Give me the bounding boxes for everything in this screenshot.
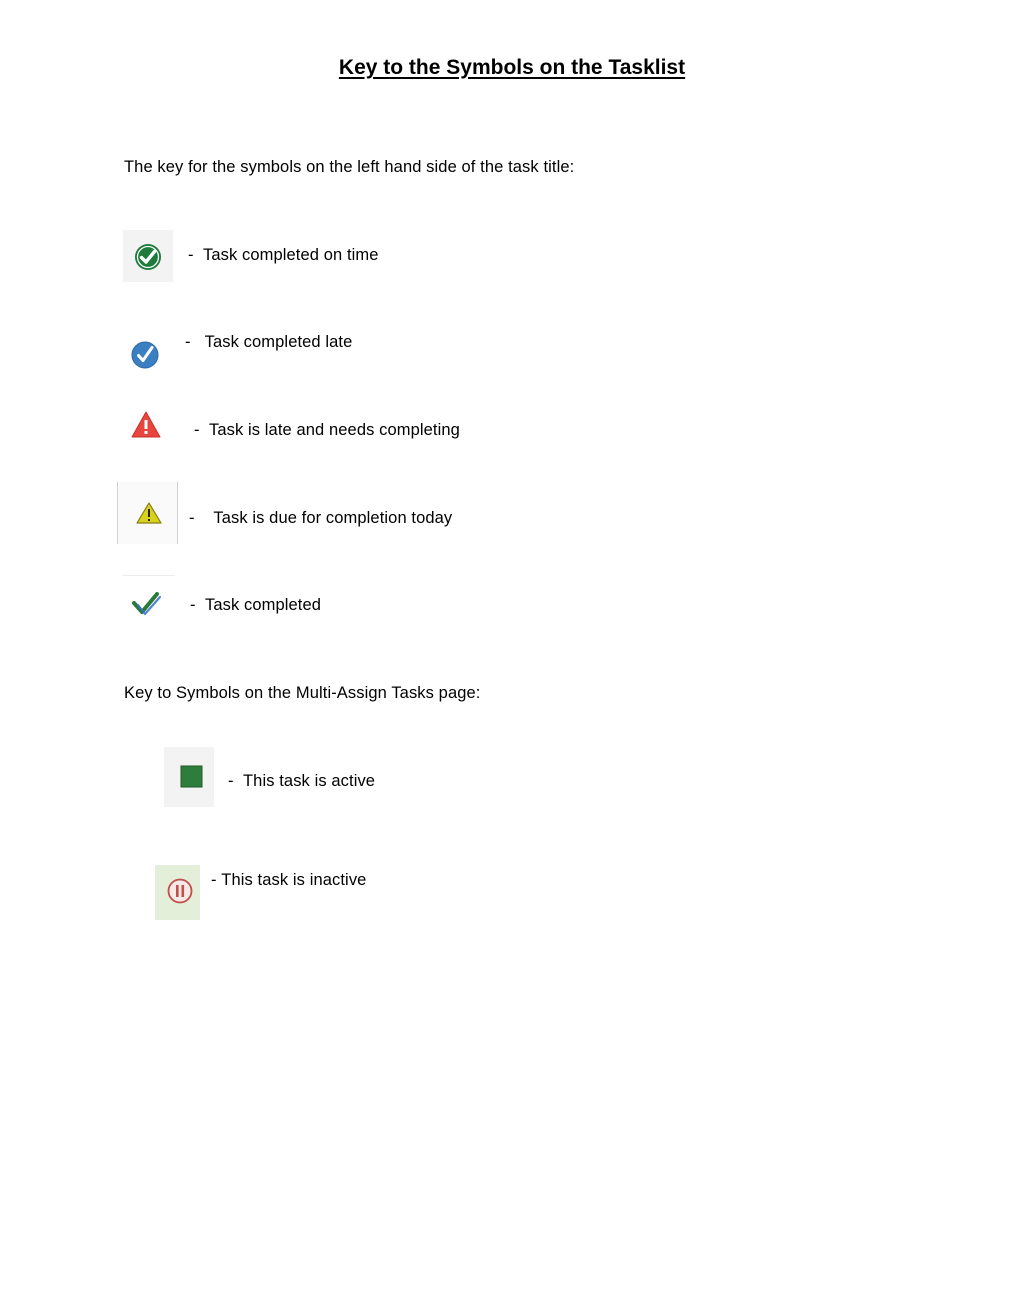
separator-dash: -: [190, 596, 196, 614]
legend-label: This task is inactive: [221, 871, 367, 889]
legend-item-late-needs-completing: [194, 421, 460, 440]
separator-dash: -: [211, 871, 217, 889]
green-square-icon: [164, 747, 214, 807]
separator-dash: -: [228, 772, 234, 790]
separator-dash: -: [194, 421, 200, 439]
legend-item-due-today: [189, 509, 452, 528]
legend-item-completed-on-time: [188, 246, 379, 265]
section-intro-tasklist: The key for the symbols on the left hand side of the task title:: [124, 158, 575, 176]
legend-label: This task is active: [242, 772, 376, 790]
separator-dash: -: [185, 333, 191, 351]
legend-label: Task completed late: [204, 333, 353, 351]
legend-label: Task completed: [204, 596, 322, 614]
double-check-icon: [123, 575, 175, 626]
green-check-circle-icon: [123, 230, 173, 282]
page-title: Key to the Symbols on the Tasklist: [338, 56, 686, 79]
legend-label: Task is due for completion today: [213, 509, 453, 527]
separator-dash: -: [188, 246, 194, 264]
red-warning-triangle-icon: [130, 410, 162, 440]
separator-dash: -: [189, 509, 195, 527]
legend-item-completed-late: [185, 333, 352, 352]
legend-label: Task is late and needs completing: [208, 421, 460, 439]
legend-item-task-active: [228, 772, 375, 791]
blue-check-circle-icon: [128, 338, 162, 372]
legend-item-task-inactive: [211, 871, 366, 890]
legend-item-task-completed: [190, 596, 321, 615]
yellow-warning-triangle-icon: [117, 482, 178, 544]
pause-circle-icon: [155, 865, 200, 920]
section-intro-multi-assign: Key to Symbols on the Multi-Assign Tasks page:: [124, 684, 481, 702]
legend-label: Task completed on time: [202, 246, 379, 264]
